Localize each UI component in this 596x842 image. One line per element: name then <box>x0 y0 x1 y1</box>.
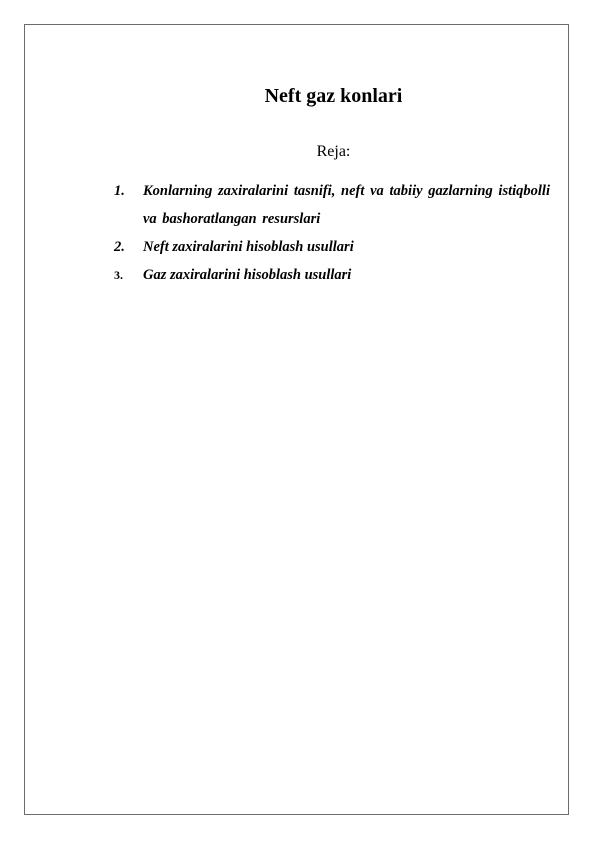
plan-item <box>114 261 550 289</box>
document-title: Neft gaz konlari <box>264 85 403 107</box>
plan-list <box>114 177 550 289</box>
plan-item-text: Gaz zaxiralarini hisoblash usullari <box>143 267 352 283</box>
plan-item-number: 1. <box>114 183 125 199</box>
plan-item-text: Konlarning zaxiralarini tasnifi, neft va tabiiy gazlarning istiqbolli va bashoratlangan resurslari <box>143 183 550 227</box>
plan-item-number: 3. <box>114 268 123 282</box>
plan-item-text: Neft zaxiralarini hisoblash usullari <box>143 239 354 255</box>
plan-heading: Reja: <box>316 143 351 160</box>
plan-item <box>114 233 550 261</box>
plan-item <box>114 177 550 233</box>
plan-item-number: 2. <box>114 239 125 255</box>
